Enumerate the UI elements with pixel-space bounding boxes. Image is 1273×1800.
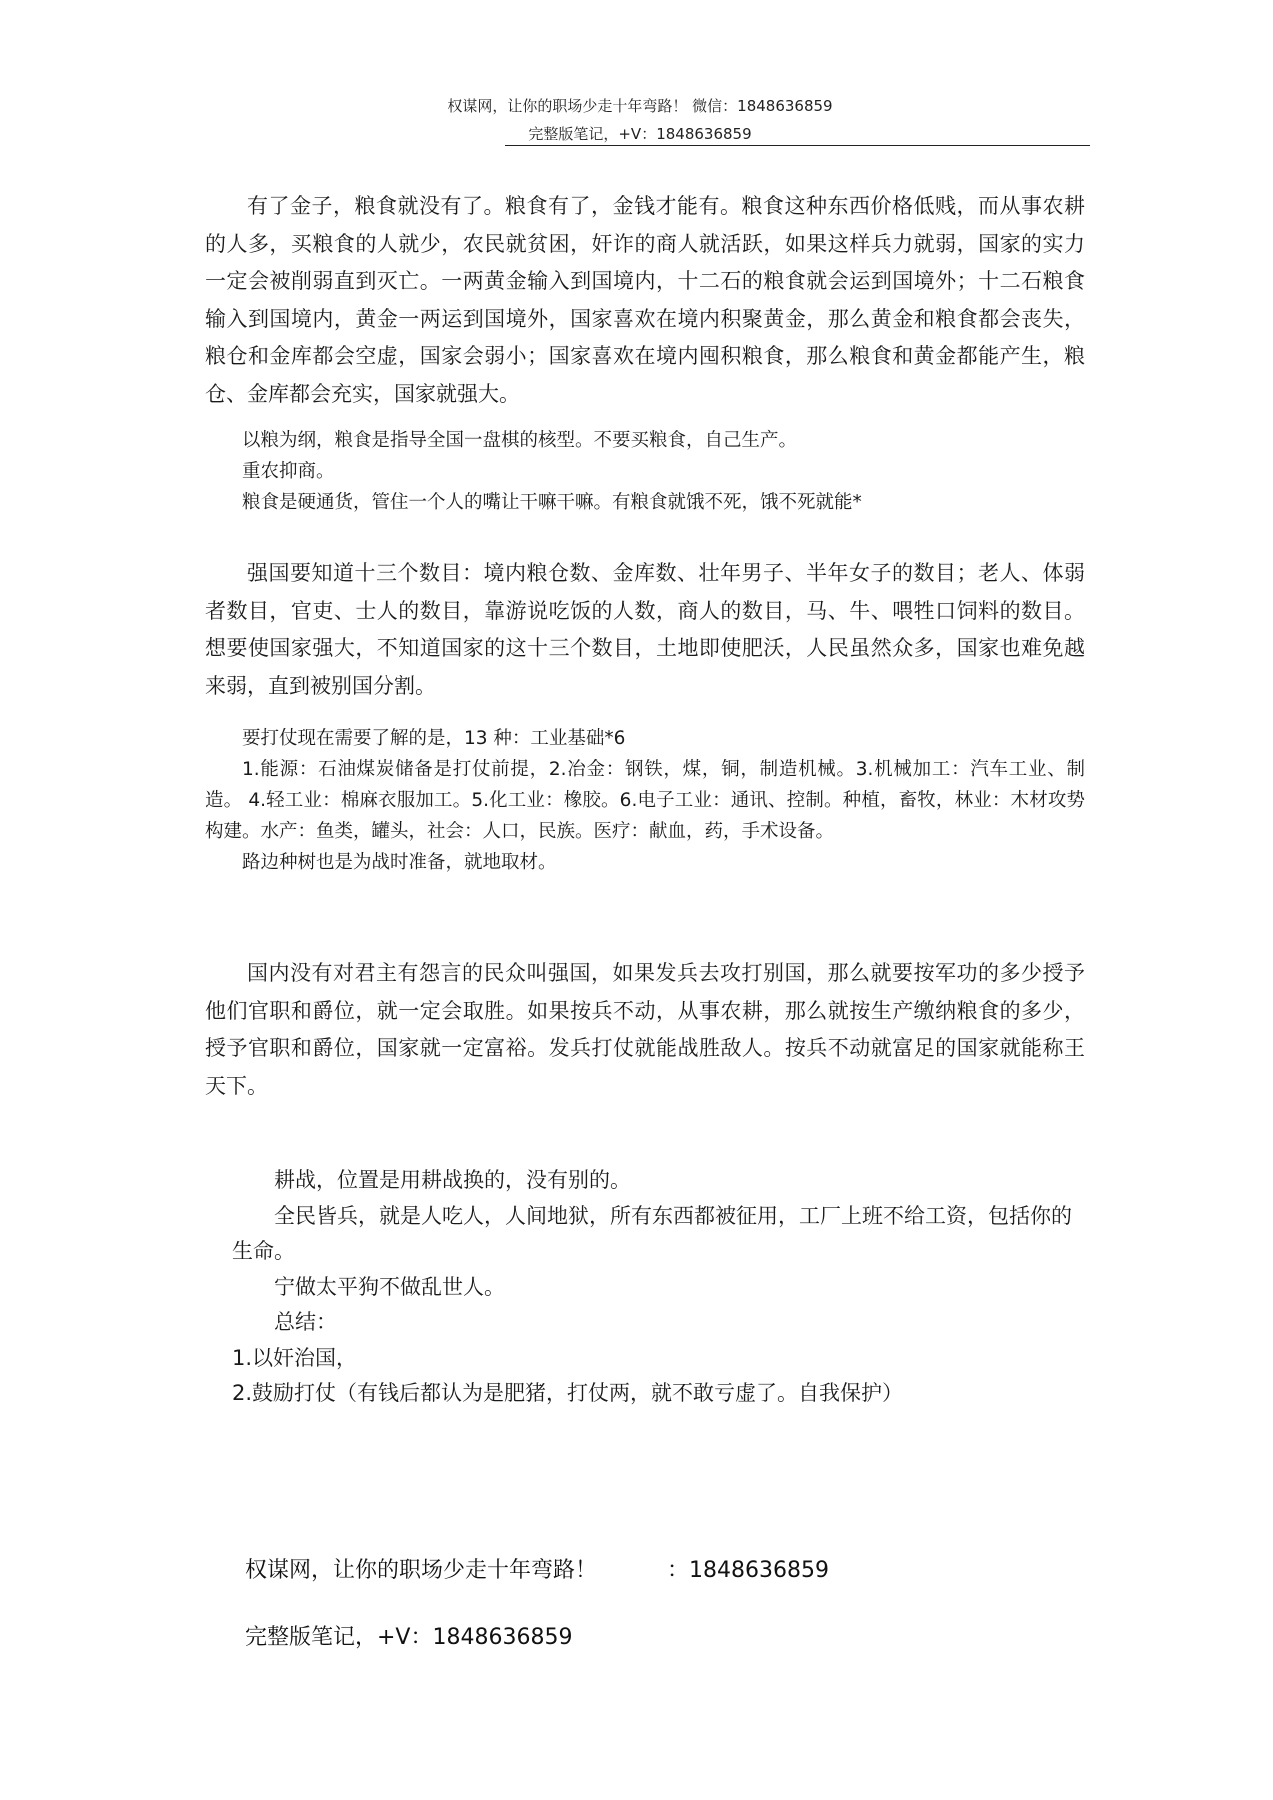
note-line: 1.能源：石油煤炭储备是打仗前提，2.冶金：钢铁，煤，铜，制造机械。3.机械加工：汽车工业、制造。 4.轻工业：棉麻衣服加工。5.化工业：橡胶。6.电子工业：通讯、控制。种植，畜牧，林业：木材攻势构建。水产：鱼类，罐头，社会：人口，民族。医疗：献血，药，手术设备。 [205,759,1085,842]
note-line: 粮食是硬通货，管住一个人的嘴让干嘛干嘛。有粮食就饿不死，饿不死就能* [242,492,862,513]
note-grain [205,425,1085,518]
note-line: 全民皆兵，就是人吃人，人间地狱，所有东西都被征用，工厂上班不给工资，包括你的生命。 [232,1203,1072,1263]
header-line-1: 权谋网，让你的职场少走十年弯路！ 微信：1848636859 [447,97,833,115]
paragraph: 强国要知道十三个数目：境内粮仓数、金库数、壮年男子、半年女子的数目；老人、体弱者数目，官吏、士人的数目，靠游说吃饭的人数，商人的数目，马、牛、喂牲口饲料的数目。想要使国家强大，不知道国家的这十三个数目，土地即使肥沃，人民虽然众多，国家也难免越来弱，直到被别国分割。 [205,561,1085,698]
note-line: 耕战，位置是用耕战换的，没有别的。 [274,1168,631,1192]
footer-slogan: 权谋网，让你的职场少走十年弯路！ [245,1558,598,1583]
note-line: 要打仗现在需要了解的是，13 种：工业基础*6 [242,728,626,749]
header-divider [505,145,1090,146]
footer-phone: ：1848636859 [667,1558,829,1583]
paragraph: 有了金子，粮食就没有了。粮食有了，金钱才能有。粮食这种东西价格低贱，而从事农耕的人多，买粮食的人就少，农民就贫困，奸诈的商人就活跃，如果这样兵力就弱，国家的实力一定会被削弱直到灭亡。一两黄金输入到国境内，十二石的粮食就会运到国境外；十二石粮食输入到国境内，黄金一两运到国境外，国家喜欢在境内积聚黄金，那么黄金和粮食都会丧失，粮仓和金库都会空虚，国家会弱小；国家喜欢在境内囤积粮食，那么粮食和黄金都能产生，粮仓、金库都会充实，国家就强大。 [205,194,1085,406]
note-war-industry [205,723,1085,878]
section-thirteen-numbers [205,555,1085,705]
note-line: 重农抑商。 [242,461,335,482]
page-header [190,92,1090,148]
note-line: 2.鼓励打仗（有钱后都认为是肥猪，打仗两，就不敢亏虚了。自我保护） [232,1381,904,1405]
note-line: 以粮为纲，粮食是指导全国一盘棋的核型。不要买粮食，自己生产。 [242,430,798,451]
note-line: 路边种树也是为战时准备，就地取材。 [242,852,557,873]
footer-line-1 [245,1553,829,1584]
note-line: 1.以奸治国， [232,1345,358,1370]
section-grain-gold [205,188,1085,413]
note-line: 宁做太平狗不做乱世人。 [274,1274,505,1299]
note-line: 总结： [274,1310,337,1334]
footer-line-2 [245,1620,572,1651]
paragraph: 国内没有对君主有怨言的民众叫强国，如果发兵去攻打别国，那么就要按军功的多少授予他们官职和爵位，就一定会取胜。如果按兵不动，从事农耕，那么就按生产缴纳粮食的多少，授予官职和爵位，国家就一定富裕。发兵打仗就能战胜敌人。按兵不动就富足的国家就能称王天下。 [205,961,1085,1098]
section-strong-state [205,955,1085,1105]
header-line-2: 完整版笔记，+V：1848636859 [528,125,752,143]
note-summary [232,1163,1092,1412]
footer-contact: 完整版笔记，+V：1848636859 [245,1625,573,1650]
